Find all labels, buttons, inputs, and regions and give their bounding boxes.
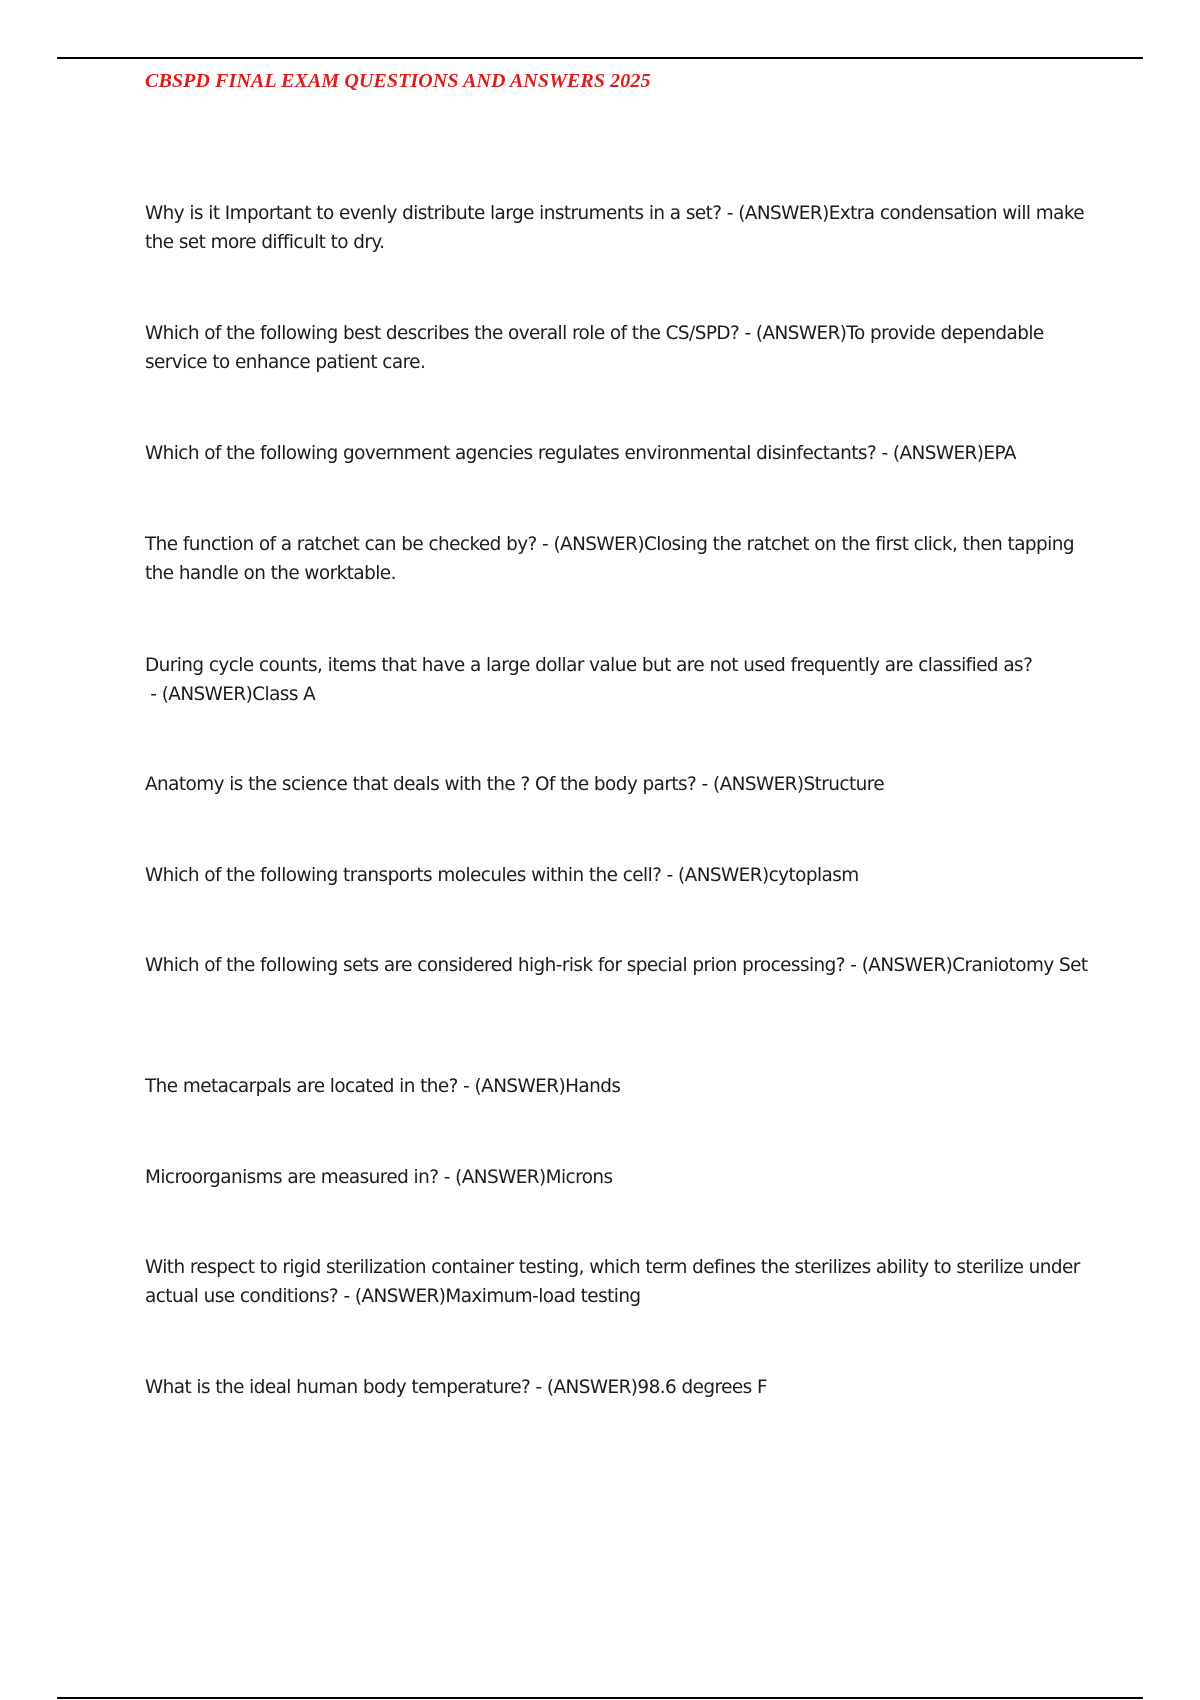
answer-marker: (ANSWER) — [354, 1286, 446, 1307]
question-text: The metacarpals are located in the? — [145, 1076, 458, 1097]
answer-separator: - — [739, 323, 756, 344]
qa-item — [145, 1253, 1105, 1311]
answer-text: Structure — [803, 774, 885, 795]
question-text: Which of the following sets are considered high-risk for special prion processing? — [145, 955, 845, 976]
qa-item — [145, 1163, 1105, 1192]
answer-marker: (ANSWER) — [474, 1076, 566, 1097]
answer-marker: (ANSWER) — [161, 684, 253, 705]
qa-item — [145, 951, 1105, 980]
question-text: Why is it Important to evenly distribute large instruments in a set? — [145, 203, 722, 224]
answer-separator: - — [536, 534, 554, 555]
answer-separator: - — [661, 865, 679, 886]
answer-marker: (ANSWER) — [892, 443, 984, 464]
answer-separator: - — [845, 955, 862, 976]
question-text: What is the ideal human body temperature? — [145, 1377, 531, 1398]
question-text: Microorganisms are measured in? — [145, 1167, 439, 1188]
answer-separator: - — [438, 1167, 456, 1188]
qa-item — [145, 1072, 1105, 1101]
answer-text: EPA — [983, 443, 1016, 464]
question-text: During cycle counts, items that have a large dollar value but are not used frequently are classified as? — [145, 655, 1033, 676]
answer-separator: - — [338, 1286, 355, 1307]
answer-marker: (ANSWER) — [546, 1377, 638, 1398]
top-rule — [57, 57, 1143, 59]
answer-text: Craniotomy Set — [952, 955, 1088, 976]
qa-item — [145, 861, 1105, 890]
question-text: Which of the following best describes the overall role of the CS/SPD? — [145, 323, 740, 344]
answer-marker: (ANSWER) — [712, 774, 804, 795]
question-text: Anatomy is the science that deals with the ? Of the body parts? — [145, 774, 697, 795]
answer-marker: (ANSWER) — [455, 1167, 546, 1188]
answer-marker: (ANSWER) — [861, 955, 953, 976]
qa-item — [145, 651, 1105, 709]
answer-separator: - — [145, 684, 162, 705]
answer-separator: - — [696, 774, 713, 795]
answer-text: Class A — [252, 684, 316, 705]
question-text: Which of the following government agencies regulates environmental disinfectants? — [145, 443, 877, 464]
answer-text: cytoplasm — [768, 865, 859, 886]
answer-text: Extra condensation will make the set more difficult to dry. — [145, 203, 1085, 253]
answer-separator: - — [721, 203, 739, 224]
qa-item — [145, 530, 1105, 588]
qa-item — [145, 199, 1105, 257]
answer-marker: (ANSWER) — [553, 534, 644, 555]
document-title: CBSPD FINAL EXAM QUESTIONS AND ANSWERS 2025 — [145, 70, 651, 92]
qa-item — [145, 770, 1105, 799]
qa-item — [145, 319, 1105, 377]
qa-item — [145, 439, 1105, 468]
question-text: With respect to rigid sterilization container testing, which term defines the sterilizes ability to sterilize under actual use conditions? — [145, 1257, 1080, 1307]
answer-marker: (ANSWER) — [678, 865, 769, 886]
answer-separator: - — [530, 1377, 547, 1398]
answer-text: 98.6 degrees F — [637, 1377, 767, 1398]
question-text: Which of the following transports molecules within the cell? — [145, 865, 662, 886]
answer-separator: - — [876, 443, 893, 464]
answer-text: To provide dependable service to enhance patient care. — [145, 323, 1044, 373]
answer-separator: - — [457, 1076, 475, 1097]
answer-marker: (ANSWER) — [755, 323, 847, 344]
question-text: The function of a ratchet can be checked by? — [145, 534, 537, 555]
bottom-rule — [57, 1697, 1143, 1699]
qa-item — [145, 1373, 1105, 1402]
answer-text: Microns — [545, 1167, 613, 1188]
answer-text: Hands — [565, 1076, 621, 1097]
answer-text: Closing the ratchet on the first click, then tapping the handle on the worktable. — [145, 534, 1074, 584]
answer-marker: (ANSWER) — [738, 203, 829, 224]
answer-text: Maximum-load testing — [445, 1286, 641, 1307]
